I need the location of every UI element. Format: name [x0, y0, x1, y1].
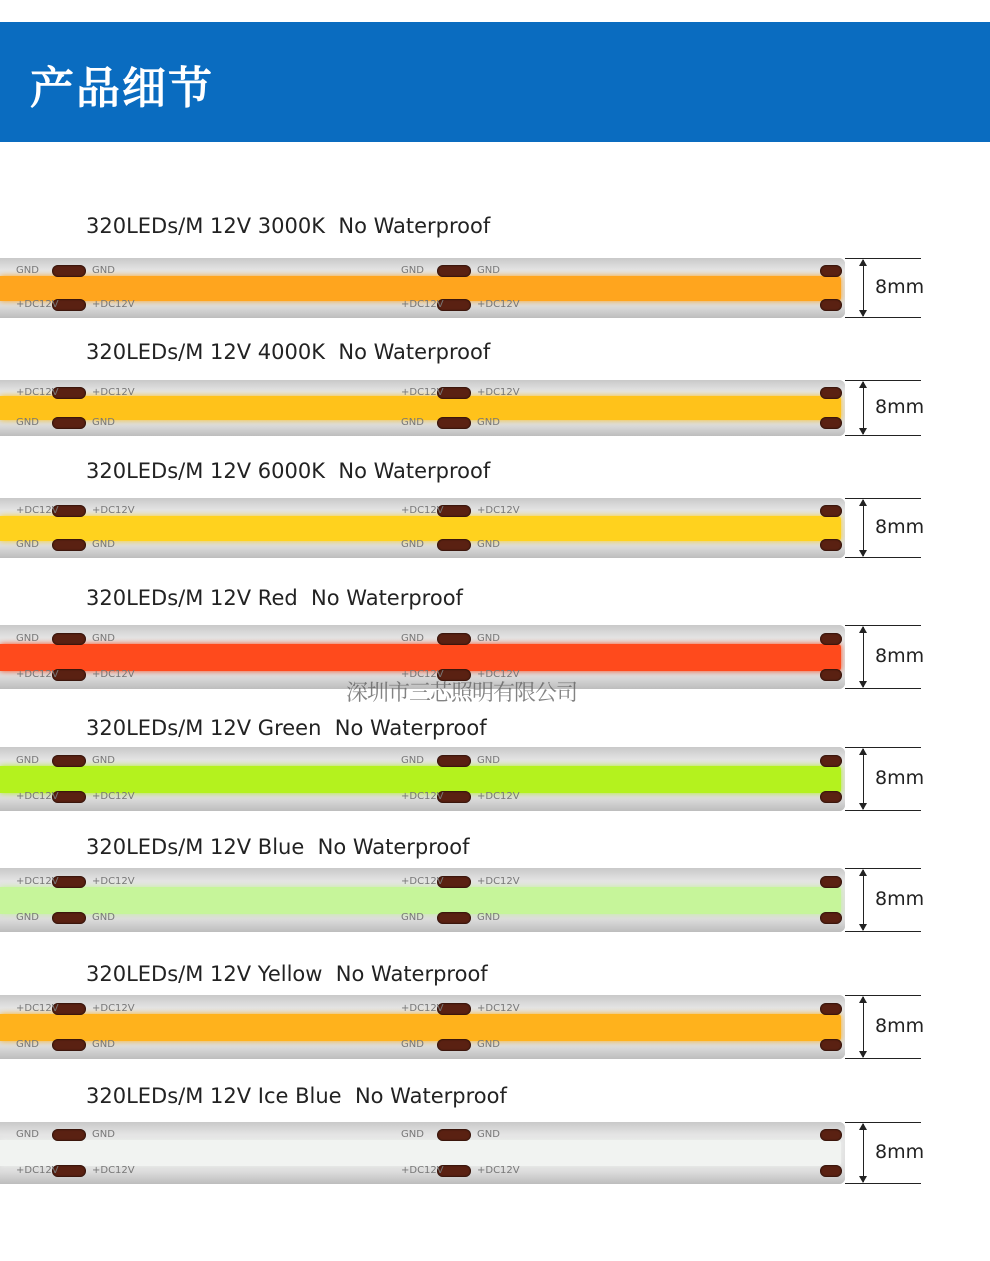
- strip-print-text: GND: [477, 539, 500, 550]
- solder-pad: [820, 1003, 842, 1015]
- led-glow: [0, 276, 841, 301]
- led-glow: [0, 887, 841, 914]
- strip-print-text: +DC12V: [16, 1165, 59, 1176]
- dimension-line: [845, 435, 921, 436]
- width-dimension: [845, 868, 923, 932]
- arrow-up-icon: [859, 381, 867, 388]
- strip-print-text: GND: [477, 912, 500, 923]
- arrow-down-icon: [859, 428, 867, 435]
- strip-print-text: +DC12V: [401, 1165, 444, 1176]
- width-dimension: [845, 380, 923, 436]
- solder-pad: [52, 912, 86, 924]
- solder-pad: [437, 265, 471, 277]
- strip-label: 320LEDs/M 12V Green No Waterproof: [86, 716, 487, 740]
- section-title: 产品细节: [30, 63, 214, 114]
- arrow-up-icon: [859, 1123, 867, 1130]
- led-strip-image: [0, 868, 845, 932]
- led-glow: [0, 516, 841, 541]
- solder-pad: [820, 265, 842, 277]
- arrow-down-icon: [859, 550, 867, 557]
- strip-print-text: GND: [16, 912, 39, 923]
- solder-pad: [820, 912, 842, 924]
- width-dimension: [845, 1122, 923, 1184]
- dimension-label: 8mm: [875, 276, 925, 298]
- arrow-up-icon: [859, 259, 867, 266]
- dimension-label: 8mm: [875, 396, 925, 418]
- solder-pad: [820, 791, 842, 803]
- strip-print-text: GND: [92, 539, 115, 550]
- solder-pad: [437, 755, 471, 767]
- strip-print-text: +DC12V: [477, 791, 520, 802]
- arrow-down-icon: [859, 803, 867, 810]
- strip-print-text: +DC12V: [92, 299, 135, 310]
- solder-pad: [820, 539, 842, 551]
- strip-print-text: +DC12V: [92, 387, 135, 398]
- strip-print-text: GND: [477, 633, 500, 644]
- strip-print-text: GND: [16, 633, 39, 644]
- led-strip-image: [0, 258, 845, 318]
- dimension-arrow-shaft: [863, 500, 864, 556]
- strip-print-text: GND: [401, 912, 424, 923]
- arrow-up-icon: [859, 499, 867, 506]
- solder-pad: [437, 539, 471, 551]
- dimension-arrow-shaft: [863, 1124, 864, 1182]
- arrow-down-icon: [859, 681, 867, 688]
- strip-print-text: +DC12V: [401, 876, 444, 887]
- dimension-arrow-shaft: [863, 627, 864, 687]
- strip-label: 320LEDs/M 12V Red No Waterproof: [86, 586, 463, 610]
- strip-print-text: +DC12V: [401, 791, 444, 802]
- dimension-line: [845, 380, 921, 381]
- strip-print-text: GND: [477, 755, 500, 766]
- led-glow: [0, 644, 841, 671]
- dimension-line: [845, 625, 921, 626]
- solder-pad: [820, 1039, 842, 1051]
- section-header: [0, 22, 990, 142]
- solder-pad: [820, 669, 842, 681]
- strip-print-text: GND: [16, 417, 39, 428]
- led-strip-image: [0, 380, 845, 436]
- dimension-label: 8mm: [875, 1141, 925, 1163]
- strip-print-text: +DC12V: [401, 505, 444, 516]
- strip-print-text: +DC12V: [401, 387, 444, 398]
- strip-print-text: +DC12V: [16, 1003, 59, 1014]
- strip-print-text: GND: [92, 1039, 115, 1050]
- strip-print-text: +DC12V: [16, 669, 59, 680]
- strip-print-text: +DC12V: [16, 299, 59, 310]
- strip-print-text: GND: [92, 417, 115, 428]
- strip-print-text: GND: [16, 539, 39, 550]
- led-strip-image: [0, 498, 845, 558]
- width-dimension: [845, 747, 923, 811]
- solder-pad: [437, 912, 471, 924]
- dimension-label: 8mm: [875, 767, 925, 789]
- strip-print-text: +DC12V: [477, 299, 520, 310]
- dimension-line: [845, 931, 921, 932]
- strip-print-text: +DC12V: [401, 1003, 444, 1014]
- solder-pad: [52, 633, 86, 645]
- arrow-up-icon: [859, 996, 867, 1003]
- strip-label: 320LEDs/M 12V Yellow No Waterproof: [86, 962, 488, 986]
- dimension-line: [845, 868, 921, 869]
- strip-print-text: GND: [477, 1129, 500, 1140]
- strip-print-text: +DC12V: [16, 505, 59, 516]
- solder-pad: [820, 876, 842, 888]
- solder-pad: [52, 1129, 86, 1141]
- width-dimension: [845, 258, 923, 318]
- solder-pad: [820, 755, 842, 767]
- dimension-arrow-shaft: [863, 749, 864, 809]
- dimension-line: [845, 317, 921, 318]
- dimension-line: [845, 1183, 921, 1184]
- strip-print-text: GND: [92, 755, 115, 766]
- strip-print-text: +DC12V: [477, 1003, 520, 1014]
- arrow-down-icon: [859, 310, 867, 317]
- strip-label: 320LEDs/M 12V 3000K No Waterproof: [86, 214, 491, 238]
- led-strip-image: [0, 995, 845, 1059]
- strip-print-text: GND: [16, 265, 39, 276]
- strip-label: 320LEDs/M 12V Blue No Waterproof: [86, 835, 470, 859]
- strip-print-text: +DC12V: [92, 876, 135, 887]
- arrow-up-icon: [859, 748, 867, 755]
- strip-print-text: GND: [92, 912, 115, 923]
- strip-print-text: +DC12V: [16, 387, 59, 398]
- dimension-line: [845, 557, 921, 558]
- solder-pad: [820, 299, 842, 311]
- dimension-line: [845, 810, 921, 811]
- strip-print-text: GND: [16, 755, 39, 766]
- strip-label: 320LEDs/M 12V Ice Blue No Waterproof: [86, 1084, 507, 1108]
- strip-print-text: +DC12V: [477, 505, 520, 516]
- strip-print-text: GND: [401, 755, 424, 766]
- strip-print-text: GND: [401, 1039, 424, 1050]
- width-dimension: [845, 995, 923, 1059]
- dimension-arrow-shaft: [863, 382, 864, 434]
- solder-pad: [52, 417, 86, 429]
- strip-print-text: GND: [401, 633, 424, 644]
- strip-print-text: GND: [16, 1039, 39, 1050]
- strip-print-text: GND: [401, 265, 424, 276]
- dimension-arrow-shaft: [863, 997, 864, 1057]
- strip-print-text: +DC12V: [16, 791, 59, 802]
- dimension-label: 8mm: [875, 645, 925, 667]
- solder-pad: [437, 633, 471, 645]
- dimension-label: 8mm: [875, 888, 925, 910]
- solder-pad: [437, 1039, 471, 1051]
- led-glow: [0, 1014, 841, 1041]
- arrow-up-icon: [859, 626, 867, 633]
- strip-print-text: GND: [477, 417, 500, 428]
- dimension-label: 8mm: [875, 1015, 925, 1037]
- strip-print-text: GND: [92, 633, 115, 644]
- dimension-line: [845, 498, 921, 499]
- strip-print-text: GND: [401, 417, 424, 428]
- strip-print-text: +DC12V: [477, 1165, 520, 1176]
- solder-pad: [820, 387, 842, 399]
- strip-print-text: GND: [92, 265, 115, 276]
- dimension-arrow-shaft: [863, 870, 864, 930]
- strip-print-text: +DC12V: [477, 387, 520, 398]
- solder-pad: [52, 265, 86, 277]
- solder-pad: [52, 755, 86, 767]
- strip-print-text: +DC12V: [401, 299, 444, 310]
- strip-print-text: +DC12V: [477, 669, 520, 680]
- width-dimension: [845, 625, 923, 689]
- arrow-down-icon: [859, 1176, 867, 1183]
- solder-pad: [437, 1129, 471, 1141]
- dimension-line: [845, 258, 921, 259]
- solder-pad: [820, 1165, 842, 1177]
- led-glow: [0, 766, 841, 793]
- strip-print-text: +DC12V: [401, 669, 444, 680]
- strip-print-text: +DC12V: [92, 669, 135, 680]
- solder-pad: [820, 633, 842, 645]
- arrow-down-icon: [859, 1051, 867, 1058]
- dimension-line: [845, 1058, 921, 1059]
- dimension-label: 8mm: [875, 516, 925, 538]
- strip-print-text: GND: [401, 539, 424, 550]
- dimension-line: [845, 1122, 921, 1123]
- led-glow: [0, 1140, 841, 1166]
- strip-print-text: +DC12V: [92, 1003, 135, 1014]
- led-strip-image: [0, 1122, 845, 1184]
- company-watermark: 深圳市三芯照明有限公司: [346, 681, 578, 706]
- strip-print-text: GND: [477, 265, 500, 276]
- arrow-up-icon: [859, 869, 867, 876]
- solder-pad: [820, 1129, 842, 1141]
- dimension-line: [845, 995, 921, 996]
- strip-print-text: +DC12V: [92, 1165, 135, 1176]
- strip-print-text: +DC12V: [92, 505, 135, 516]
- solder-pad: [437, 417, 471, 429]
- width-dimension: [845, 498, 923, 558]
- dimension-line: [845, 688, 921, 689]
- strip-label: 320LEDs/M 12V 4000K No Waterproof: [86, 340, 491, 364]
- strip-print-text: GND: [401, 1129, 424, 1140]
- dimension-arrow-shaft: [863, 260, 864, 316]
- dimension-line: [845, 747, 921, 748]
- strip-print-text: GND: [92, 1129, 115, 1140]
- arrow-down-icon: [859, 924, 867, 931]
- led-strip-image: [0, 747, 845, 811]
- strip-label: 320LEDs/M 12V 6000K No Waterproof: [86, 459, 491, 483]
- solder-pad: [52, 539, 86, 551]
- solder-pad: [820, 505, 842, 517]
- solder-pad: [52, 1039, 86, 1051]
- strip-print-text: +DC12V: [477, 876, 520, 887]
- strip-print-text: GND: [477, 1039, 500, 1050]
- strip-print-text: +DC12V: [92, 791, 135, 802]
- strip-print-text: GND: [16, 1129, 39, 1140]
- strip-print-text: +DC12V: [16, 876, 59, 887]
- solder-pad: [820, 417, 842, 429]
